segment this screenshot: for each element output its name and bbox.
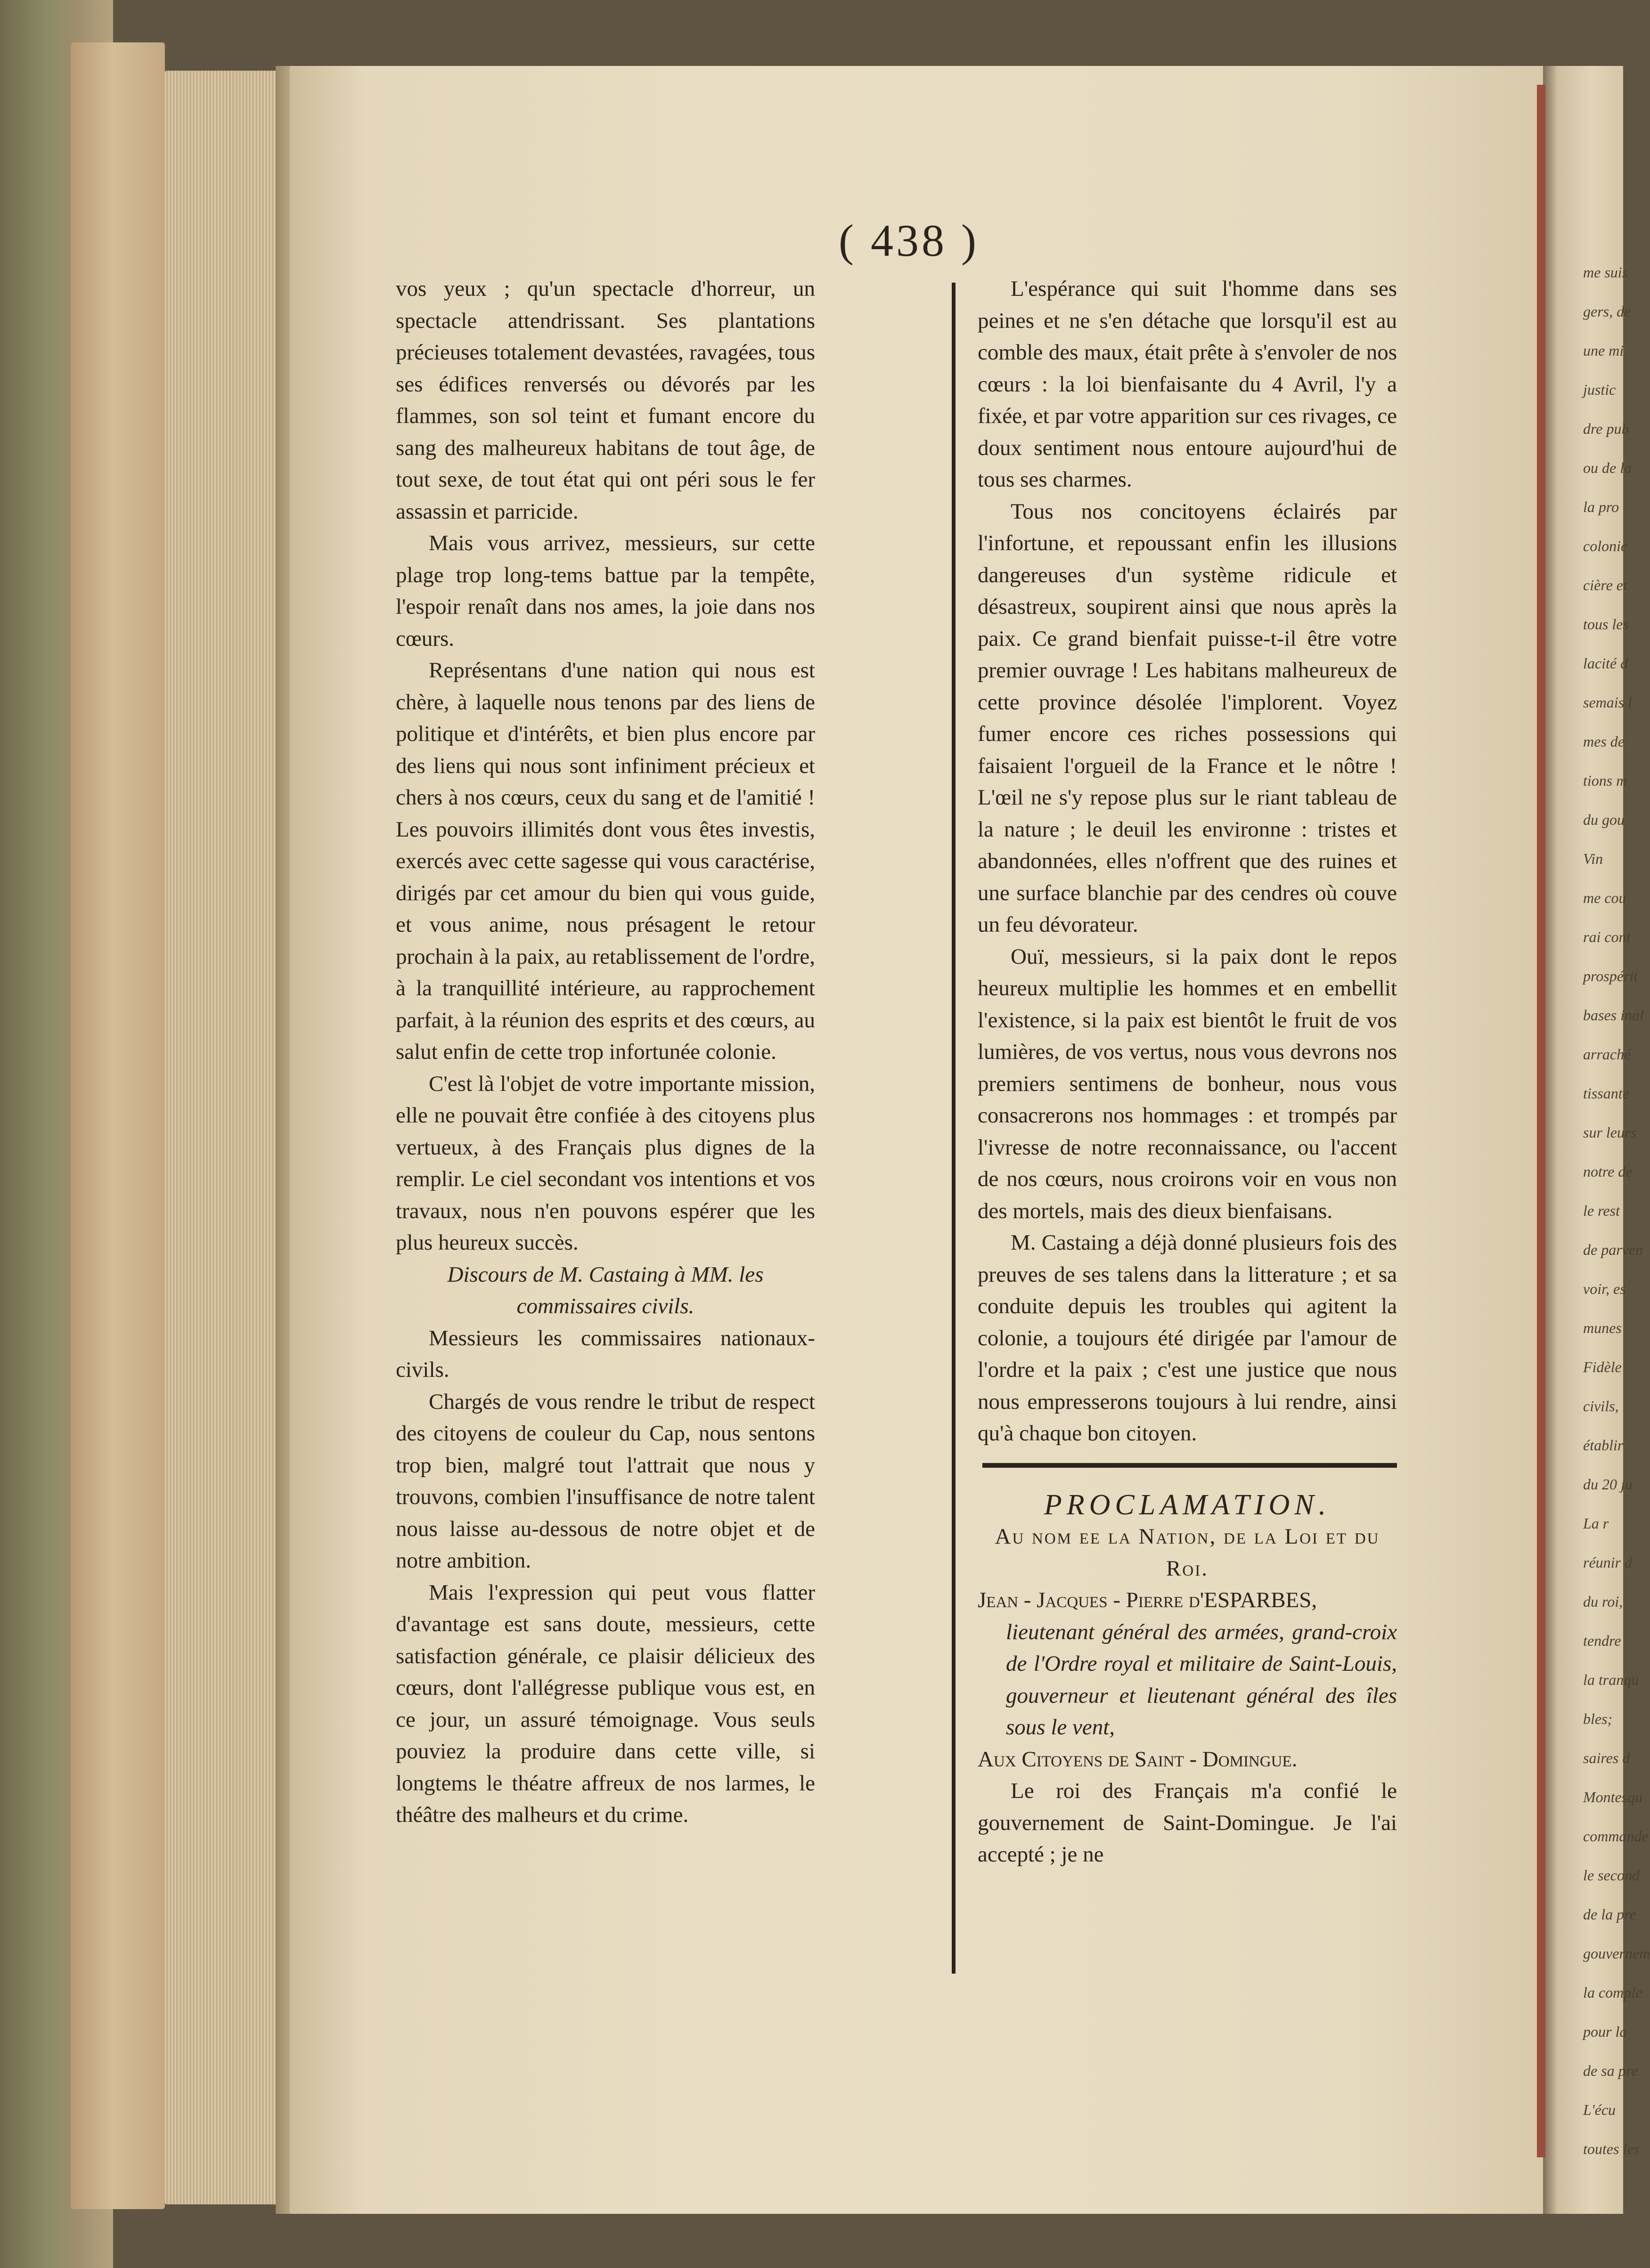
facing-page-fragment: de parven [1583,1241,1643,1258]
facing-page-fragment: le second [1583,1867,1640,1884]
facing-page-fragment: prospérit [1583,967,1638,984]
facing-page-fragment: toutes les [1583,2140,1640,2157]
facing-page-fragment: la comple [1583,1984,1642,2001]
paragraph: L'espérance qui suit l'homme dans ses peines et ne s'en détache que lorsqu'il est au comble des maux, était prête à s'envoler de nos cœurs : la loi bienfaisante du 4 Avril, l'y a fixée, et par votre apparition sur ces rivages, ce doux sentiment nous entoure aujourd'hui de tous ses charmes. [978,276,1397,492]
paragraph: Représentans d'une nation qui nous est chère, à laquelle nous tenons par des liens de politique et d'intérêts, et bien plus encore par des liens qui nous sont infiniment précieux et chers à nos cœurs, ceux du sang et de l'amitié ! Les pouvoirs illimités dont vous êtes investis, exercés avec cette sagesse qui vous caractérise, dirigés par cet amour du bien qui vous guide, et vous anime, nous présagent le retour prochain à la paix, au retablissement de l'ordre, à la tranquillité intérieure, au rapprochement parfait, à la réunion des esprits et des cœurs, au salut enfin de cette trop infortunée colonie. [396,658,815,1064]
paragraph: Chargés de vous rendre le tribut de respect des citoyens de couleur du Cap, nous sentons trop bien, malgré tout l'attrait que nous y trouvons, combien l'insuffisance de notre talent nous laisse au-dessous de notre objet et de notre ambition. [396,1389,815,1573]
facing-page-fragment: me cou [1583,889,1626,906]
paragraph: Messieurs les commissaires nationaux-civils. [396,1325,815,1382]
paragraph: Mais l'expression qui peut vous flatter d'avantage est sans doute, messieurs, cette satisfaction générale, ce plaisir délicieux des cœurs, dont l'allégresse publique vous est, en ce jour, un assuré témoignage. Vous seuls pouviez la produire dans cette ville, si longtems le théatre affreux de nos larmes, le théâtre des malheurs et du crime. [396,1580,815,1827]
facing-page-fragment: bases inal [1583,1007,1644,1024]
facing-page-fragment: établir [1583,1437,1624,1454]
facing-page-fragment: une mi [1583,342,1624,359]
facing-page-fragment: La r [1583,1515,1609,1532]
facing-page-fragment: tions m [1583,772,1627,789]
column-divider [952,283,956,1974]
facing-page-fragment: gers, de [1583,303,1631,320]
facing-page-fragment: bles; [1583,1710,1613,1727]
facing-page-fragment: la pro [1583,498,1619,515]
facing-page-fragment: du gou [1583,811,1625,828]
facing-page-fragment: colonie [1583,537,1628,554]
section-heading: Discours de M. Castaing à MM. les commissaires civils. [447,1262,764,1318]
facing-page-fragment: tissante [1583,1085,1629,1102]
facing-page-fragment: du roi, [1583,1593,1623,1610]
facing-page-fragment: notre de [1583,1163,1633,1180]
facing-page-fragment: pour la [1583,2023,1627,2040]
facing-page-fragment: semais l [1583,694,1632,711]
facing-page-fragment: de la pre [1583,1906,1636,1923]
facing-page-fragment: tous les [1583,616,1629,633]
facing-page-fragment: arraché [1583,1046,1631,1063]
facing-page-fragment: dre pub [1583,420,1629,437]
facing-page-fragment: réunir d [1583,1554,1632,1571]
page-number: ( 438 ) [839,215,979,266]
facing-page-fragment: la tranqu [1583,1671,1639,1688]
paragraph: Tous nos concitoyens éclairés par l'infortune, et repoussant enfin les illusions dangereuses d'un système ridicule et désastreux, soupirent ainsi que nous après la paix. Ce grand bienfait puisse-t-il être votre premier ouvrage ! Les habitans malheureux de cette province désolée l'implorent. Voyez fumer encore ces riches possessions qui faisaient l'orgueil de la France et le nôtre ! L'œil ne s'y repose plus sur le riant tableau de la nature ; le deuil les environne : tristes et abandonnées, elles n'offrent que des ruines et une surface blanchie par des cendres où couve un feu dévorateur. [978,499,1397,937]
facing-page-fragment: du 20 ju [1583,1476,1633,1493]
facing-page-fragment: gouvernem [1583,1945,1650,1962]
facing-page-fragment: munes [1583,1319,1622,1336]
facing-page-fragment: ou de la [1583,459,1632,476]
paragraph: C'est là l'objet de votre importante mission, elle ne pouvait être confiée à des citoyens plus vertueux, à des Français plus dignes de la remplir. Le ciel secondant vos intentions et vos travaux, nous n'en pouvons espérer que les plus heureux succès. [396,1071,815,1255]
paragraph: Mais vous arrivez, messieurs, sur cette plage trop long-tems battue par la tempête, l'espoir renaît dans nos ames, la joie dans nos cœurs. [396,531,815,651]
facing-page-fragment: L'écu [1583,2101,1616,2118]
facing-page-fragment: justic [1583,381,1616,398]
facing-page-fragment: tendre [1583,1632,1621,1649]
facing-page-fragment: me suis [1583,264,1628,281]
facing-page-fragment: rai cont [1583,928,1631,945]
facing-page-fragment: civils, [1583,1398,1619,1414]
addressee-line: Aux Citoyens de Saint - Domingue. [978,1747,1298,1772]
facing-page-fragment: commande [1583,1828,1649,1845]
left-column [396,273,815,1831]
facing-page-fragment: sur leurs [1583,1124,1636,1141]
book-board-edge [71,42,165,2209]
facing-page-fragment: de sa pre [1583,2062,1638,2079]
paragraph: Ouï, messieurs, si la paix dont le repos heureux multiplie les hommes et en embellit l'existence, si la paix est bientôt le fruit de vos lumières, de vos vertus, nous vous devrons nos premiers sentimens de bonheur, nous vous consacrerons nos hommages : et trompés par l'ivresse de notre reconnaissance, ou l'accent de nos cœurs, nous croirons voir en vous non des mortels, mais des dieux bienfaisans. [978,944,1397,1223]
facing-page-fragment: Montesqu [1583,1788,1643,1805]
section-rule [982,1463,1397,1468]
paragraph: vos yeux ; qu'un spectacle d'horreur, un spectacle attendrissant. Ses plantations précieuses totalement devastées, ravagées, tous ses édifices renversés ou dévorés par les flammes, son sol teint et fumant encore du sang des malheureux habitans de tout âge, de tout sexe, de tout état qui ont péri sous le fer assassin et parricide. [396,276,815,524]
facing-page-fragment: le rest [1583,1202,1620,1219]
facing-page-fragment: cière et [1583,577,1627,593]
facing-page-fragment: Fidèle [1583,1358,1622,1375]
paragraph: Le roi des Français m'a confié le gouvernement de Saint-Domingue. Je l'ai accepté ; je ne [978,1779,1397,1867]
paragraph: M. Castaing a déjà donné plusieurs fois des preuves de ses talens dans la litterature ; et sa conduite depuis les troubles qui agitent la colonie, a toujours été dirigée par l'amour de l'ordre et la paix ; c'est une justice que nous nous empresserons toujours à lui rendre, ainsi qu'à chaque bon citoyen. [978,1230,1397,1446]
facing-page-fragment: lacité d [1583,655,1628,672]
proclamation-title: PROCLAMATION. [1044,1488,1331,1521]
signatory-titles: lieutenant général des armées, grand-croix de l'Ordre royal et militaire de Saint-Louis, gouverneur et lieutenant général des îles sous le vent, [1006,1619,1397,1740]
facing-page-fragment: voir, es [1583,1280,1626,1297]
ribbon-marker [1537,85,1545,2157]
facing-page-fragment: Vin [1583,850,1603,867]
page-fore-edge [165,71,283,2204]
signatory-name: Jean - Jacques - Pierre d'ESPARBES, [978,1588,1317,1612]
right-column [978,273,1397,1871]
proclamation-subtitle: Au nom ee la Nation, de la Loi et du Roi. [995,1524,1380,1581]
facing-page-fragment: mes de [1583,733,1625,750]
facing-page-fragment: saires d [1583,1749,1630,1766]
